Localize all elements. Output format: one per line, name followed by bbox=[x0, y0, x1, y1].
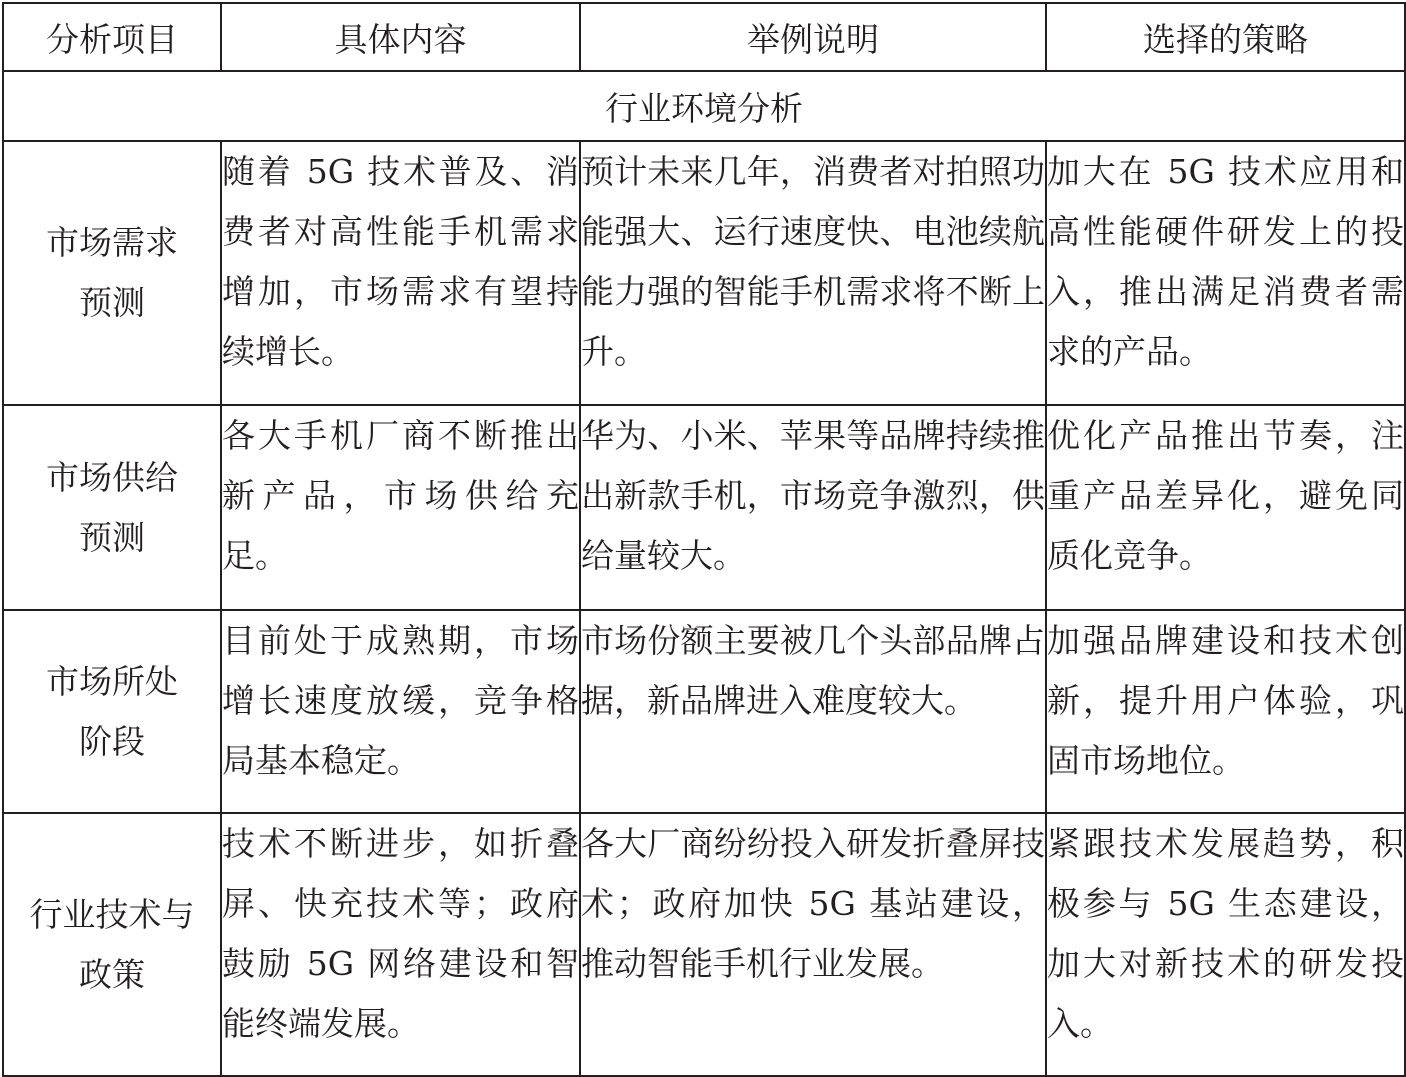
analysis-item-line: 政策 bbox=[79, 954, 145, 994]
analysis-item-line: 预测 bbox=[79, 517, 145, 557]
example-cell: 市场份额主要被几个头部品牌占据，新品牌进入难度较大。 bbox=[580, 610, 1046, 813]
analysis-item-cell bbox=[3, 405, 221, 610]
industry-analysis-table bbox=[2, 2, 1406, 1077]
content-cell: 随着 5G 技术普及、消费者对高性能手机需求增加，市场需求有望持续增长。 bbox=[221, 141, 580, 405]
header-strategy: 选择的策略 bbox=[1046, 3, 1405, 71]
table-row bbox=[3, 813, 1405, 1076]
content-cell: 技术不断进步，如折叠屏、快充技术等；政府鼓励 5G 网络建设和智能终端发展。 bbox=[221, 813, 580, 1076]
content-cell: 目前处于成熟期，市场增长速度放缓，竞争格局基本稳定。 bbox=[221, 610, 580, 813]
analysis-item-line: 市场所处 bbox=[46, 661, 178, 701]
analysis-item-line: 市场供给 bbox=[46, 457, 178, 497]
analysis-item-line: 预测 bbox=[79, 283, 145, 322]
example-cell: 预计未来几年，消费者对拍照功能强大、运行速度快、电池续航能力强的智能手机需求将不断上升。 bbox=[580, 141, 1046, 405]
strategy-cell: 加强品牌建设和技术创新，提升用户体验，巩固市场地位。 bbox=[1046, 610, 1405, 813]
example-cell: 华为、小米、苹果等品牌持续推出新款手机，市场竞争激烈，供给量较大。 bbox=[580, 405, 1046, 610]
strategy-cell: 加大在 5G 技术应用和高性能硬件研发上的投入，推出满足消费者需求的产品。 bbox=[1046, 141, 1405, 405]
content-cell: 各大手机厂商不断推出新产品，市场供给充足。 bbox=[221, 405, 580, 610]
analysis-item-line: 行业技术与 bbox=[29, 894, 195, 934]
analysis-item-cell bbox=[3, 141, 221, 405]
header-example: 举例说明 bbox=[580, 3, 1046, 71]
analysis-item-cell bbox=[3, 610, 221, 813]
strategy-cell: 优化产品推出节奏，注重产品差异化，避免同质化竞争。 bbox=[1046, 405, 1405, 610]
header-analysis-item: 分析项目 bbox=[3, 3, 221, 71]
example-cell: 各大厂商纷纷投入研发折叠屏技术；政府加快 5G 基站建设，推动智能手机行业发展。 bbox=[580, 813, 1046, 1076]
section-row bbox=[3, 71, 1405, 141]
analysis-item-line: 阶段 bbox=[79, 721, 145, 761]
table-row bbox=[3, 610, 1405, 813]
analysis-item-cell bbox=[3, 813, 221, 1076]
table-row bbox=[3, 141, 1405, 405]
strategy-cell: 紧跟技术发展趋势，积极参与 5G 生态建设，加大对新技术的研发投入。 bbox=[1046, 813, 1405, 1076]
header-content: 具体内容 bbox=[221, 3, 580, 71]
table-row bbox=[3, 405, 1405, 610]
analysis-item-line: 市场需求 bbox=[46, 223, 178, 262]
section-title: 行业环境分析 bbox=[3, 71, 1405, 141]
table-header-row bbox=[3, 3, 1405, 71]
